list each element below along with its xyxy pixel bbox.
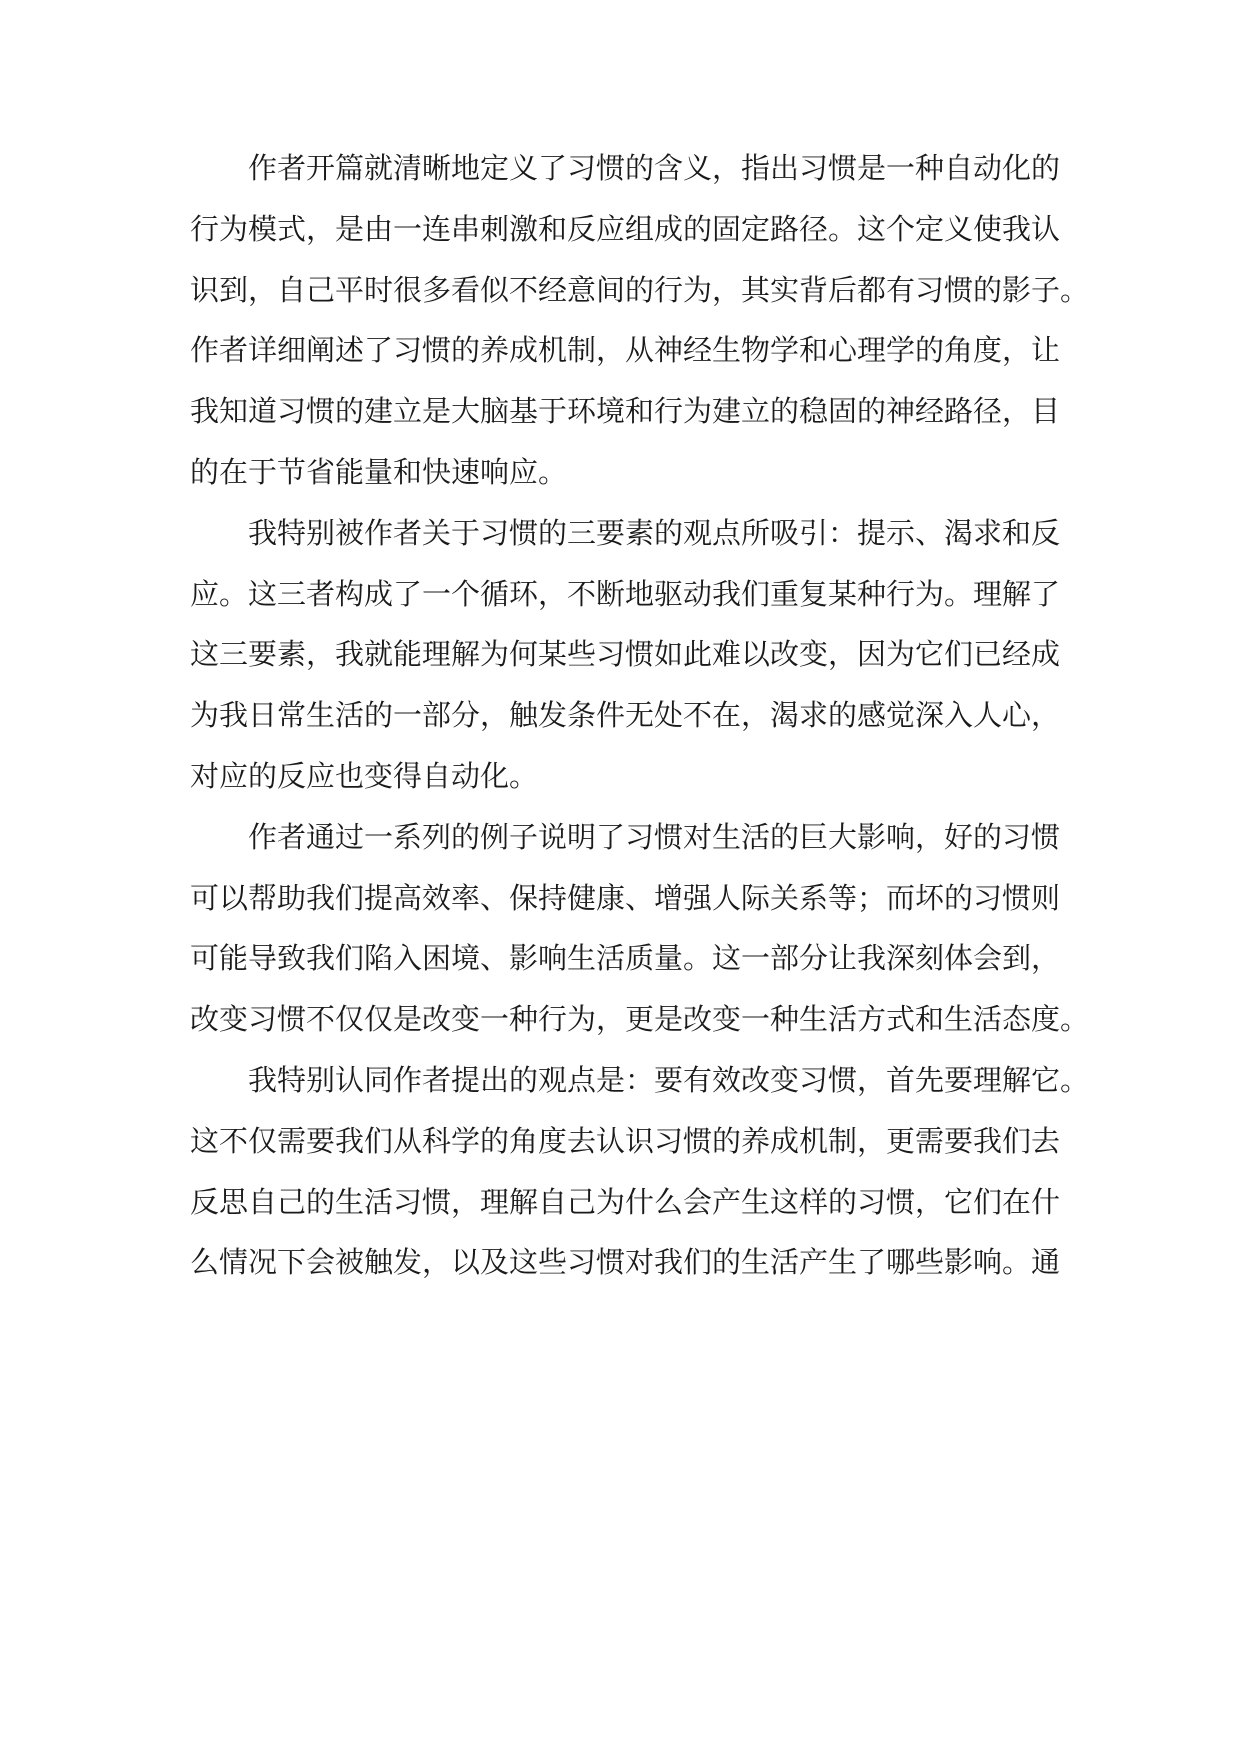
text-line: 作者通过一系列的例子说明了习惯对生活的巨大影响，好的习惯 [248, 819, 1061, 854]
text-line: 可能导致我们陷入困境、影响生活质量。这一部分让我深刻体会到， [190, 941, 1061, 976]
text-line: 可以帮助我们提高效率、保持健康、增强人际关系等；而坏的习惯则 [190, 880, 1061, 915]
text-line: 么情况下会被触发，以及这些习惯对我们的生活产生了哪些影响。通 [190, 1245, 1061, 1280]
text-line: 反思自己的生活习惯，理解自己为什么会产生这样的习惯，它们在什 [190, 1184, 1061, 1219]
paragraph-3 [190, 807, 1090, 1050]
text-line: 改变习惯不仅仅是改变一种行为，更是改变一种生活方式和生活态度。 [190, 1002, 1090, 1037]
text-line: 作者开篇就清晰地定义了习惯的含义，指出习惯是一种自动化的 [248, 151, 1061, 185]
text-line: 我知道习惯的建立是大脑基于环境和行为建立的稳固的神经路径，目 [190, 394, 1061, 429]
text-line: 我特别被作者关于习惯的三要素的观点所吸引：提示、渴求和反 [248, 515, 1061, 550]
text-line: 行为模式，是由一连串刺激和反应组成的固定路径。这个定义使我认 [190, 211, 1061, 246]
text-line: 的在于节省能量和快速响应。 [190, 454, 568, 489]
text-line: 这不仅需要我们从科学的角度去认识习惯的养成机制，更需要我们去 [190, 1123, 1061, 1158]
text-line: 这三要素，我就能理解为何某些习惯如此难以改变，因为它们已经成 [190, 637, 1061, 672]
text-line: 对应的反应也变得自动化。 [190, 758, 539, 793]
text-line: 识到，自己平时很多看似不经意间的行为，其实背后都有习惯的影子。 [190, 272, 1090, 307]
paragraph-2 [190, 503, 1061, 807]
text-line: 作者详细阐述了习惯的养成机制，从神经生物学和心理学的角度，让 [190, 333, 1061, 368]
text-line: 我特别认同作者提出的观点是：要有效改变习惯，首先要理解它。 [248, 1062, 1090, 1097]
paragraph-1 [190, 138, 1090, 503]
text-line: 为我日常生活的一部分，触发条件无处不在，渴求的感觉深入人心， [190, 698, 1061, 733]
paragraph-4 [190, 1050, 1090, 1293]
text-line: 应。这三者构成了一个循环，不断地驱动我们重复某种行为。理解了 [190, 576, 1061, 611]
document-body [190, 138, 1090, 1293]
